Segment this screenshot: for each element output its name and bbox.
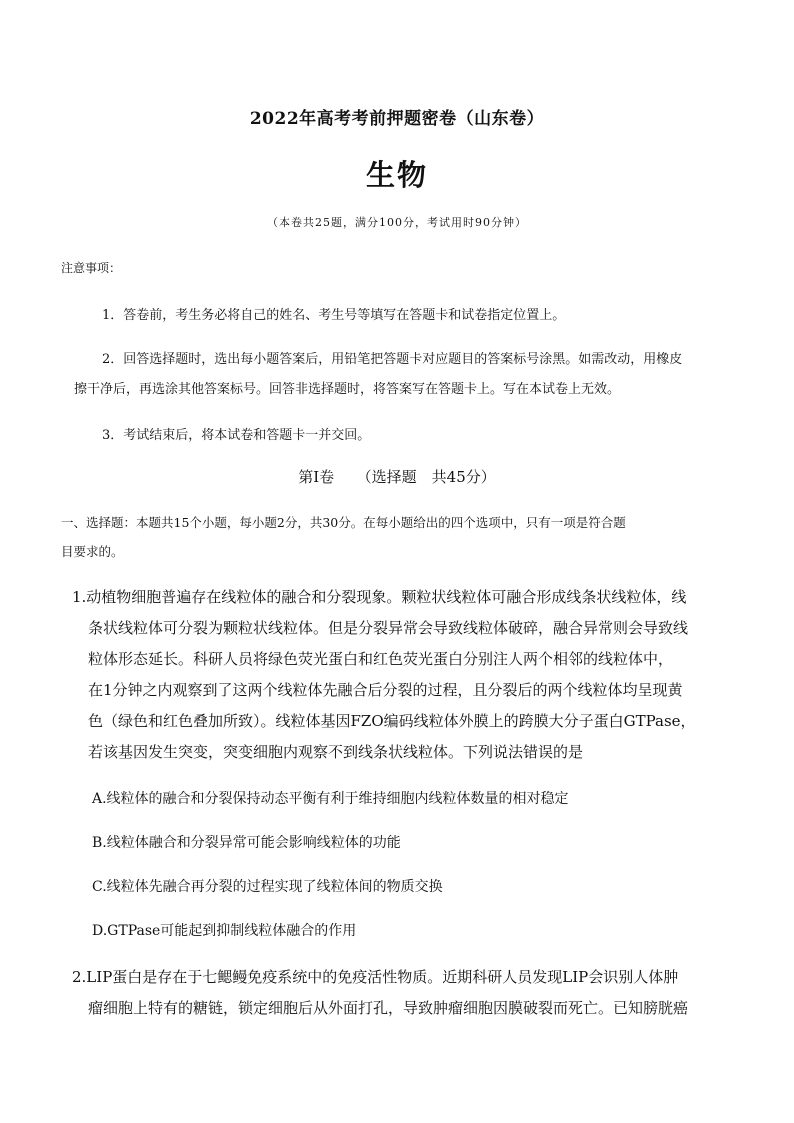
question-1-line: 粒体形态延长。科研人员将绿色荧光蛋白和红色荧光蛋白分别注人两个相邻的线粒体中， xyxy=(88,650,674,668)
question-1-option-b: B.线粒体融合和分裂异常可能会影响线粒体的功能 xyxy=(92,835,401,851)
question-1-line: 若该基因发生突变，突变细胞内观察不到线条状线粒体。下列说法错误的是 xyxy=(88,743,584,761)
question-1-option-c: C.线粒体先融合再分裂的过程实现了线粒体间的物质交换 xyxy=(92,879,443,895)
question-1-option-a: A.线粒体的融合和分裂保持动态平衡有利于维持细胞内线粒体数量的相对稳定 xyxy=(92,791,569,807)
question-1-line: 1.动植物细胞普遍存在线粒体的融合和分裂现象。颗粒状线粒体可融合形成线条状线粒体，线 xyxy=(72,588,687,606)
question-2-line: 瘤细胞上特有的糖链，锁定细胞后从外面打孔，导致肿瘤细胞因膜破裂而死亡。已知膀胱癌 xyxy=(88,999,689,1017)
subject-title: 生物 xyxy=(365,158,428,192)
section-title: 第Ⅰ卷 （选择题 共45分） xyxy=(298,468,496,486)
notice-item-2-cont: 擦干净后，再选涂其他答案标号。回答非选择题时，将答案写在答题卡上。写在本试卷上无效。 xyxy=(74,382,621,397)
question-2-line: 2.LIP蛋白是存在于七鳃鳗免疫系统中的免疫活性物质。近期科研人员发现LIP会识别人体肿 xyxy=(72,968,679,986)
question-1-line: 色（绿色和红色叠加所致）。线粒体基因FZO编码线粒体外膜上的跨膜大分子蛋白GTPase， xyxy=(88,712,696,730)
question-1-option-d: D.GTPase可能起到抑制线粒体融合的作用 xyxy=(92,923,357,939)
exam-title: 2022年高考考前押题密卷（山东卷） xyxy=(249,109,545,129)
question-1-line: 条状线粒体可分裂为颗粒状线粒体。但是分裂异常会导致线粒体破碎，融合异常则会导致线 xyxy=(88,619,689,637)
section-desc: 一、选择题：本题共15个小题，每小题2分，共30分。在每小题给出的四个选项中，只有一项是符合题 xyxy=(61,515,626,530)
notice-item-1: 1．答卷前，考生务必将自己的姓名、考生号等填写在答题卡和试卷指定位置上。 xyxy=(102,308,566,323)
notice-label: 注意事项： xyxy=(61,261,122,275)
question-1-line: 在1分钟之内观察到了这两个线粒体先融合后分裂的过程，且分裂后的两个线粒体均呈现黄 xyxy=(88,681,683,699)
section-desc-cont: 目要求的。 xyxy=(61,544,124,559)
notice-item-2: 2．回答选择题时，选出每小题答案后，用铅笔把答题卡对应题目的答案标号涂黑。如需改动，用橡皮 xyxy=(102,352,683,367)
exam-note: （本卷共25题，满分100分，考试用时90分钟） xyxy=(267,216,527,229)
notice-item-3: 3．考试结束后，将本试卷和答题卡一并交回。 xyxy=(102,428,371,443)
